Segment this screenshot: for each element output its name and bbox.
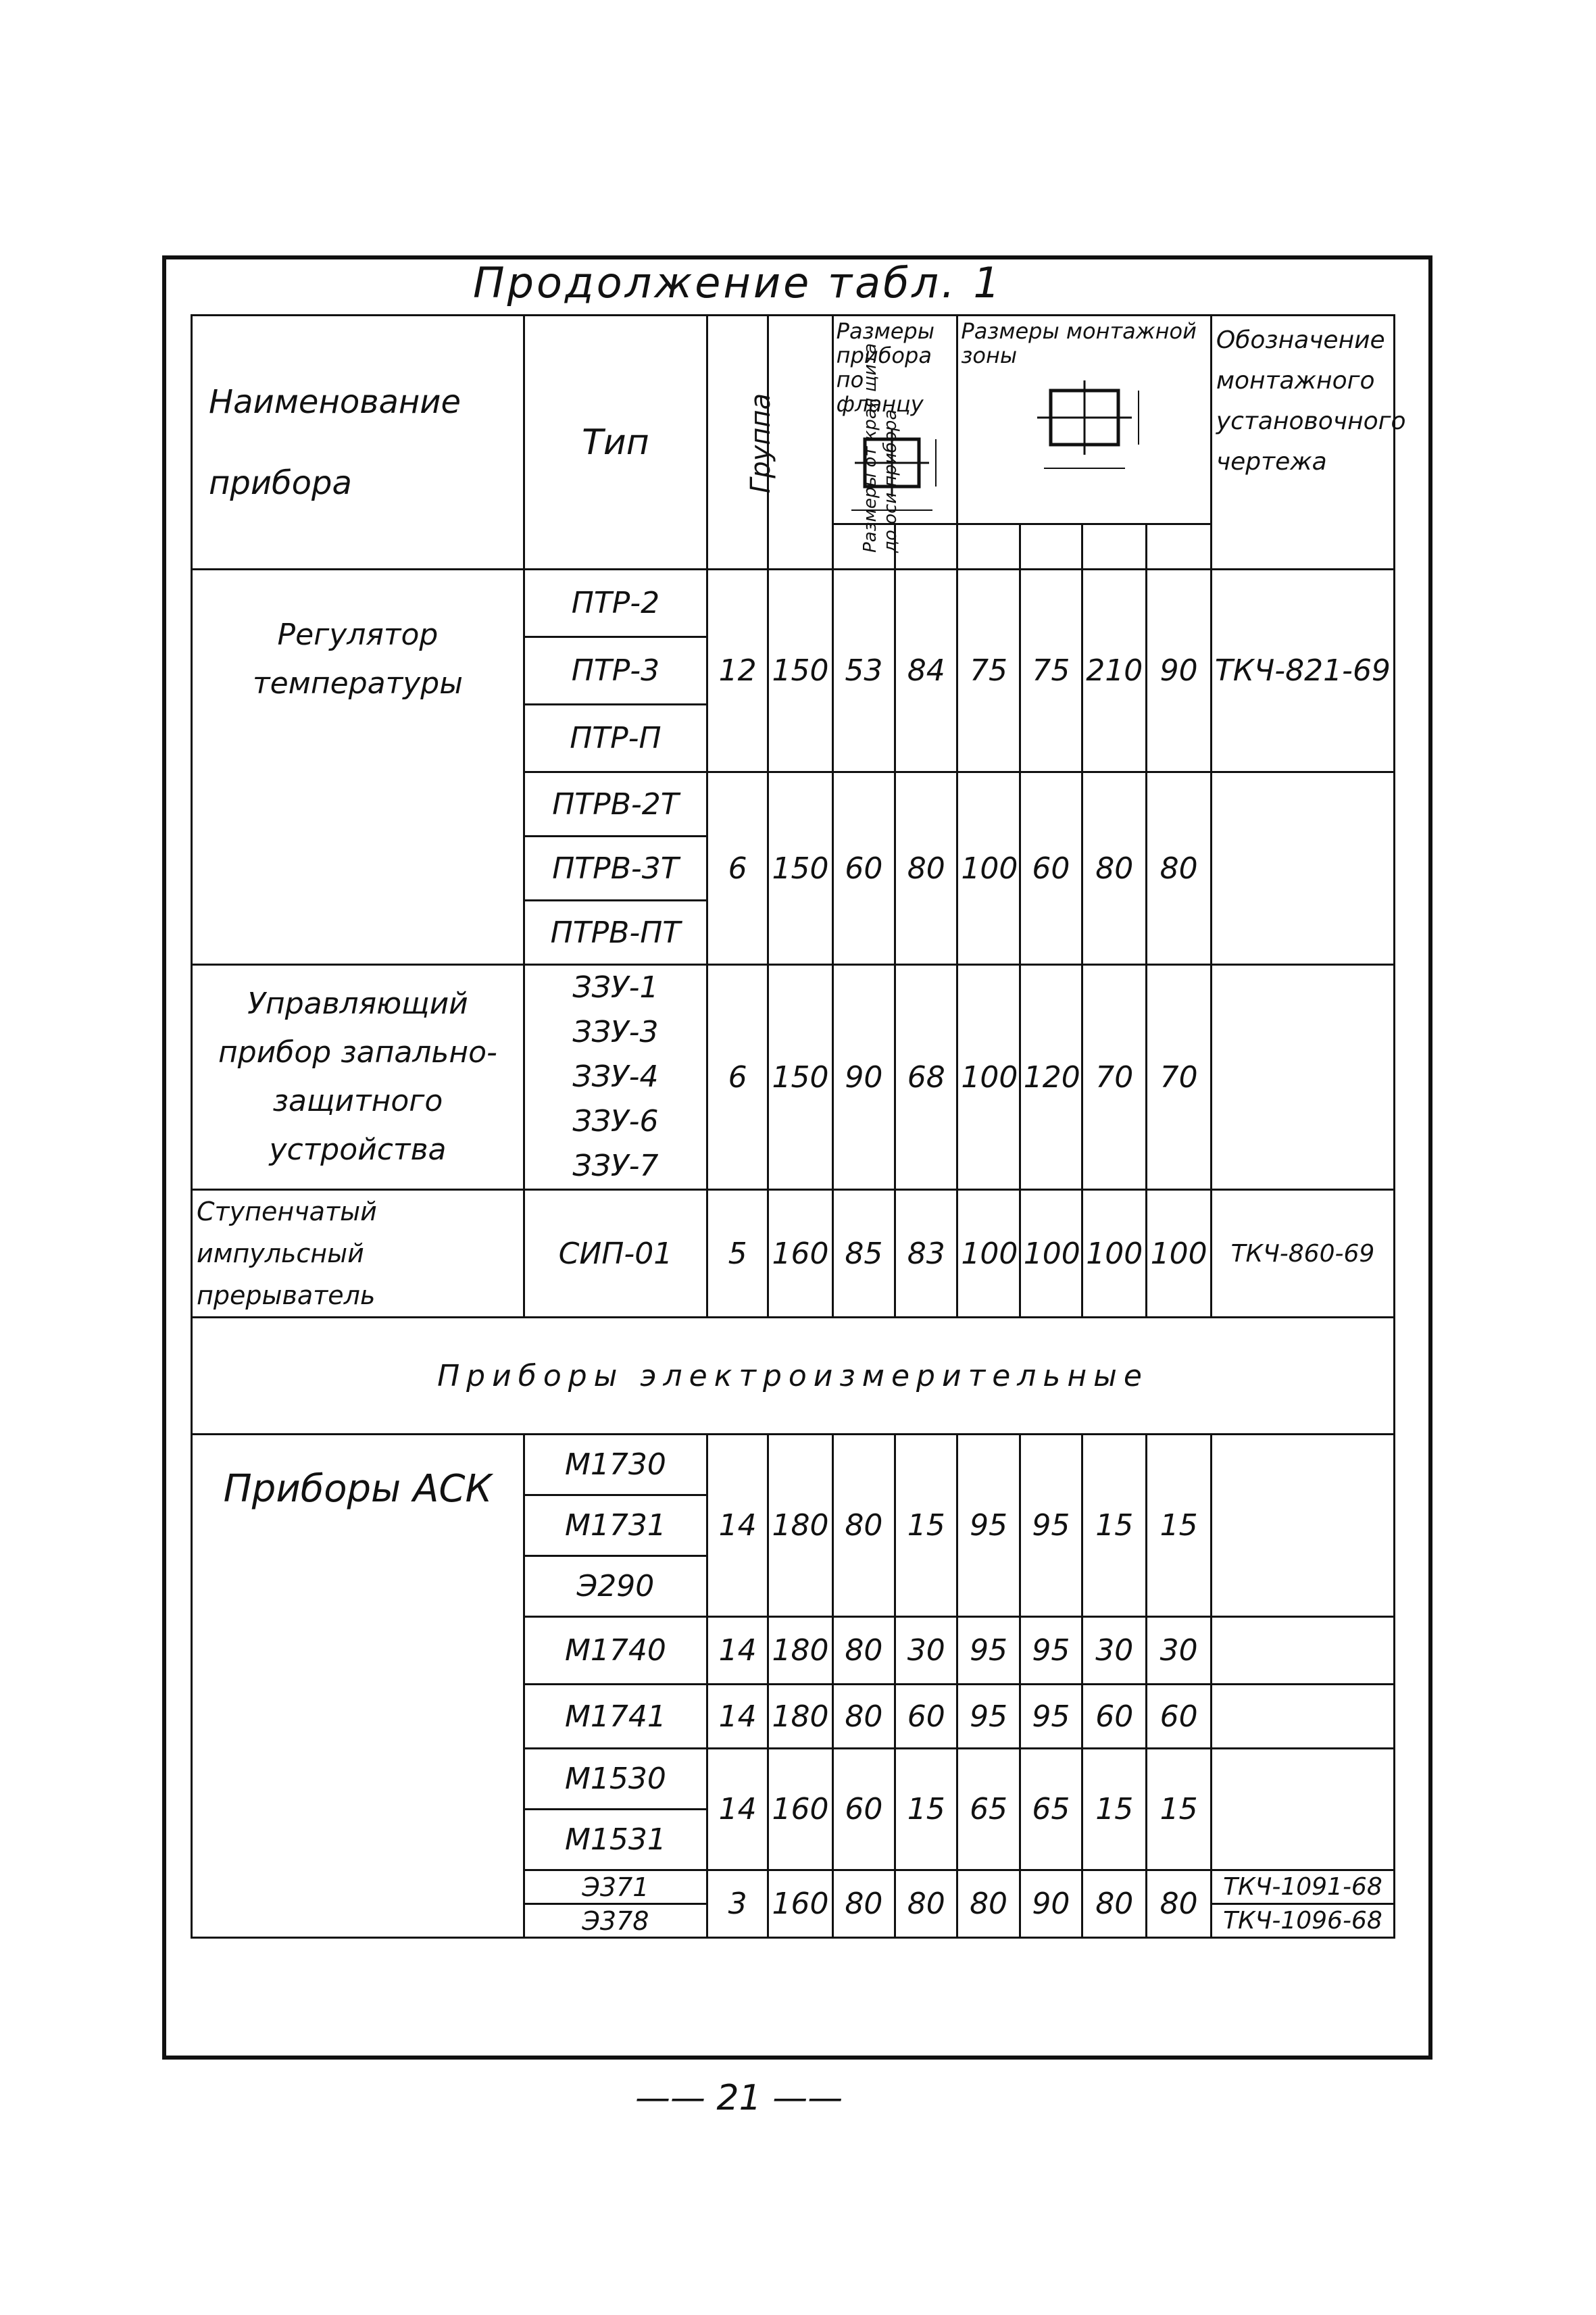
value-cell: 100 — [1147, 1190, 1211, 1318]
value-cell: 150 — [768, 570, 832, 772]
value-cell: 80 — [832, 1617, 895, 1685]
type-cell: ПТР-П — [524, 705, 707, 772]
value-cell: 60 — [1082, 1685, 1147, 1749]
value-cell: 120 — [1020, 965, 1082, 1190]
table-row — [192, 965, 1395, 1190]
drawing-cell: ТКЧ-821-69 — [1211, 570, 1394, 772]
value-cell: 160 — [768, 1190, 832, 1318]
drawing-cell: ТКЧ-1091-68 — [1211, 1870, 1394, 1904]
value-cell: 90 — [1020, 1870, 1082, 1938]
page-number: —— 21 —— — [635, 2078, 843, 2118]
value-cell: 14 — [707, 1617, 768, 1685]
value-cell: 95 — [1020, 1617, 1082, 1685]
value-cell: 60 — [1020, 772, 1082, 965]
type-item: ЗЗУ-3 — [572, 1015, 659, 1049]
value-cell: 15 — [1082, 1435, 1147, 1617]
value-cell: 80 — [957, 1870, 1020, 1938]
type-cell: ПТРВ-3Т — [524, 837, 707, 901]
value-cell: 53 — [832, 570, 895, 772]
type-cell: М1740 — [524, 1617, 707, 1685]
value-cell: 5 — [707, 1190, 768, 1318]
table-row — [192, 570, 1395, 637]
value-cell: 30 — [1147, 1617, 1211, 1685]
type-cell: ПТР-2 — [524, 570, 707, 637]
device-name-cell: Управляющий прибор запально-защитного устройства — [192, 965, 524, 1190]
header-type: Тип — [524, 316, 707, 570]
value-cell: 80 — [1082, 772, 1147, 965]
drawing-cell — [1211, 1617, 1394, 1685]
section-title: Приборы электроизмерительные — [192, 1318, 1395, 1435]
value-cell: 14 — [707, 1685, 768, 1749]
type-list-cell — [524, 965, 707, 1190]
drawing-cell — [1211, 1435, 1394, 1617]
type-cell: М1531 — [524, 1810, 707, 1870]
value-cell: 160 — [768, 1870, 832, 1938]
value-cell: 100 — [957, 772, 1020, 965]
value-cell: 80 — [832, 1870, 895, 1938]
value-cell: 75 — [957, 570, 1020, 772]
value-cell: 15 — [1147, 1435, 1211, 1617]
value-cell: 70 — [1147, 965, 1211, 1190]
value-cell: 60 — [832, 1749, 895, 1870]
value-cell: 150 — [768, 772, 832, 965]
drawing-cell — [1211, 1685, 1394, 1749]
value-cell: 30 — [1082, 1617, 1147, 1685]
value-cell: 80 — [895, 1870, 957, 1938]
value-cell: 60 — [832, 772, 895, 965]
value-cell: 15 — [1147, 1749, 1211, 1870]
type-cell: СИП-01 — [524, 1190, 707, 1318]
value-cell: 80 — [832, 1685, 895, 1749]
value-cell: 12 — [707, 570, 768, 772]
header-zone: Размеры монтажной зоны — [957, 316, 1211, 524]
drawing-cell: ТКЧ-860-69 — [1211, 1190, 1394, 1318]
value-cell: 180 — [768, 1617, 832, 1685]
header-edge: Размеры от края щита до оси прибора — [768, 316, 832, 570]
value-cell: 210 — [1082, 570, 1147, 772]
value-cell: 95 — [1020, 1685, 1082, 1749]
drawing-cell — [1211, 1749, 1394, 1870]
value-cell: 90 — [1147, 570, 1211, 772]
header-name: Наименование прибора — [192, 316, 524, 570]
value-cell: 95 — [1020, 1435, 1082, 1617]
value-cell: 150 — [768, 965, 832, 1190]
value-cell: 95 — [957, 1435, 1020, 1617]
type-item: ЗЗУ-1 — [572, 970, 659, 1005]
value-cell: 100 — [1020, 1190, 1082, 1318]
flange-col-h — [895, 524, 957, 570]
type-cell: Э378 — [524, 1904, 707, 1938]
type-item: ЗЗУ-7 — [572, 1149, 659, 1183]
zone-col-h2 — [1147, 524, 1211, 570]
type-item: ЗЗУ-6 — [572, 1104, 659, 1139]
value-cell: 95 — [957, 1617, 1020, 1685]
value-cell: 84 — [895, 570, 957, 772]
drawing-cell: ТКЧ-1096-68 — [1211, 1904, 1394, 1938]
value-cell: 80 — [1147, 1870, 1211, 1938]
value-cell: 80 — [895, 772, 957, 965]
header-flange: Размеры прибора по фланцу — [832, 316, 957, 524]
zone-col-b1 — [957, 524, 1020, 570]
value-cell: 90 — [832, 965, 895, 1190]
value-cell: 80 — [1082, 1870, 1147, 1938]
type-cell: М1731 — [524, 1495, 707, 1556]
type-item: ЗЗУ-4 — [572, 1060, 659, 1094]
value-cell: 180 — [768, 1435, 832, 1617]
zone-sketch-icon — [1017, 377, 1152, 478]
type-cell: ПТР-3 — [524, 637, 707, 705]
value-cell: 15 — [1082, 1749, 1147, 1870]
drawing-cell — [1211, 965, 1394, 1190]
value-cell: 14 — [707, 1749, 768, 1870]
value-cell: 60 — [1147, 1685, 1211, 1749]
zone-col-b2 — [1020, 524, 1082, 570]
section-row — [192, 1318, 1395, 1435]
table-caption: Продолжение табл. 1 — [473, 258, 1003, 307]
value-cell: 95 — [957, 1685, 1020, 1749]
header-group: Группа — [707, 316, 768, 570]
value-cell: 65 — [957, 1749, 1020, 1870]
value-cell: 60 — [895, 1685, 957, 1749]
type-cell: М1741 — [524, 1685, 707, 1749]
value-cell: 6 — [707, 772, 768, 965]
value-cell: 83 — [895, 1190, 957, 1318]
value-cell: 180 — [768, 1685, 832, 1749]
device-name-cell: Ступенчатый импульсный прерыватель — [192, 1190, 524, 1318]
value-cell: 65 — [1020, 1749, 1082, 1870]
value-cell: 6 — [707, 965, 768, 1190]
value-cell: 14 — [707, 1435, 768, 1617]
header-row — [192, 316, 1395, 524]
value-cell: 70 — [1082, 965, 1147, 1190]
type-cell: М1530 — [524, 1749, 707, 1810]
header-drawing: Обозначение монтажного установочного чертежа — [1211, 316, 1394, 570]
zone-col-h1 — [1082, 524, 1147, 570]
value-cell: 68 — [895, 965, 957, 1190]
value-cell: 15 — [895, 1749, 957, 1870]
value-cell: 100 — [1082, 1190, 1147, 1318]
value-cell: 80 — [832, 1435, 895, 1617]
type-cell: М1730 — [524, 1435, 707, 1495]
value-cell: 80 — [1147, 772, 1211, 965]
value-cell: 100 — [957, 965, 1020, 1190]
type-cell: ПТРВ-2Т — [524, 772, 707, 837]
table-row — [192, 1435, 1395, 1495]
type-cell: Э371 — [524, 1870, 707, 1904]
value-cell: 15 — [895, 1435, 957, 1617]
value-cell: 160 — [768, 1749, 832, 1870]
table-row — [192, 1190, 1395, 1318]
value-cell: 100 — [957, 1190, 1020, 1318]
type-cell: ПТРВ-ПТ — [524, 901, 707, 965]
drawing-cell — [1211, 772, 1394, 965]
value-cell: 75 — [1020, 570, 1082, 772]
spec-table — [191, 314, 1406, 1939]
device-name-cell: Регулятор температуры — [192, 570, 524, 965]
value-cell: 30 — [895, 1617, 957, 1685]
type-cell: Э290 — [524, 1556, 707, 1617]
value-cell: 85 — [832, 1190, 895, 1318]
value-cell: 3 — [707, 1870, 768, 1938]
device-name-cell: Приборы АСК — [192, 1435, 524, 1938]
